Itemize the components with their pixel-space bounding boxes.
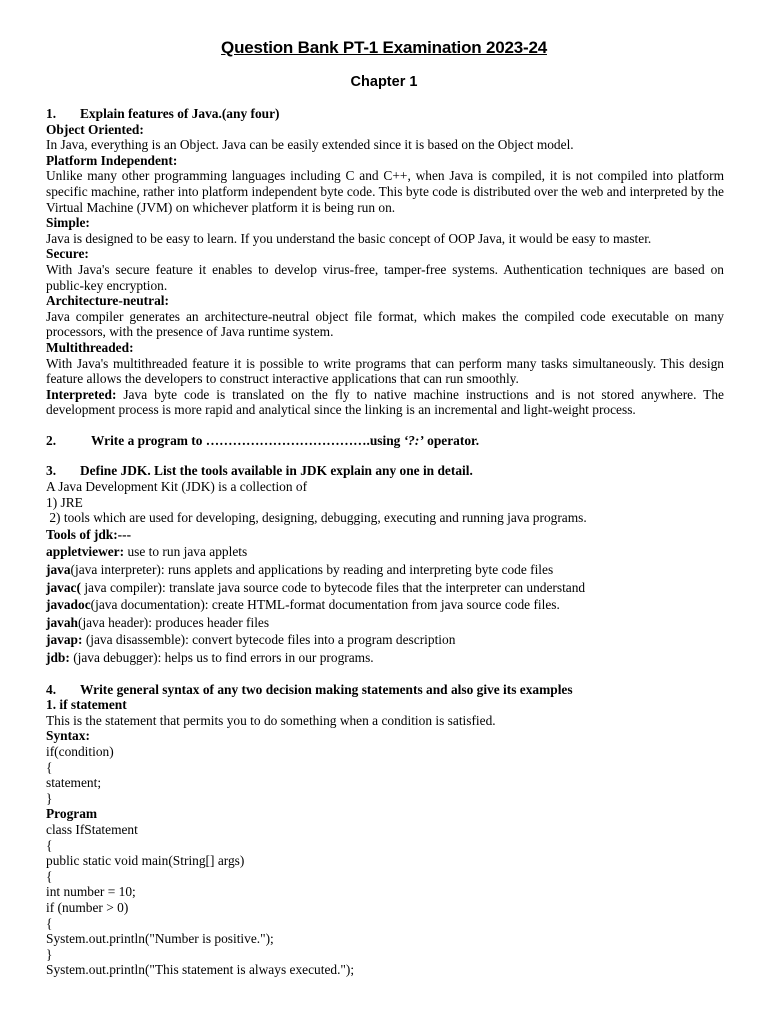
tool-name: java xyxy=(46,562,71,578)
document-title: Question Bank PT-1 Examination 2023-24 xyxy=(221,38,547,57)
feature-heading: Simple: xyxy=(46,215,90,231)
feature-heading: Object Oriented: xyxy=(46,121,144,137)
tool-item xyxy=(46,543,724,561)
tool-item xyxy=(46,649,724,667)
document-body xyxy=(46,106,724,978)
subsection-heading: 1. if statement xyxy=(46,697,127,713)
question-number: 3. xyxy=(46,463,57,479)
tool-desc: use to run java applets xyxy=(127,544,248,560)
tool-item xyxy=(46,614,724,632)
tool-name: javah xyxy=(46,614,78,630)
feature-heading: Platform Independent: xyxy=(46,152,178,168)
tool-desc: (java header): produces header files xyxy=(78,614,270,630)
question-text-start: Write a program to ……………………………….using xyxy=(91,432,401,448)
question-text xyxy=(91,433,479,449)
feature-body: Java is designed to be easy to learn. If you understand the basic concept of OOP Java, it would be easy to master. xyxy=(46,230,652,246)
feature-body: Java byte code is translated on the fly to native machine instructions and is not stored anywhere. The development process is more rapid and analytical since the linking is an incremental and light-weight process. xyxy=(46,386,724,418)
feature-body: In Java, everything is an Object. Java can be easily extended since it is based on the Object model. xyxy=(46,137,574,153)
question-2 xyxy=(46,433,724,449)
syntax-block xyxy=(46,744,724,806)
tool-desc: (java debugger): helps us to find errors in our programs. xyxy=(73,650,374,665)
code-line: System.out.println("This statement is always executed."); xyxy=(46,962,355,978)
code-line: public static void main(String[] args) xyxy=(46,853,245,869)
tool-name: javac( xyxy=(46,579,81,595)
feature-body: Unlike many other programming languages including C and C++, when Java is compiled, it is not compiled into platform specific machine, rather into platform independent byte code. This byte code is distributed over the web and interpreted by the Virtual Machine (JVM) on whichever platform it is being run on. xyxy=(46,168,724,215)
question-4 xyxy=(46,682,724,698)
tool-desc: (java documentation): create HTML-format documentation from java source code files. xyxy=(90,597,560,613)
code-line: { xyxy=(46,915,53,931)
code-line: if (number > 0) xyxy=(46,899,129,915)
question-number: 1. xyxy=(46,106,57,121)
code-line: } xyxy=(46,790,53,806)
code-line: int number = 10; xyxy=(46,884,136,900)
tool-item xyxy=(46,579,724,597)
tool-name: appletviewer: xyxy=(46,544,125,560)
question-1 xyxy=(46,106,724,122)
feature-heading: Multithreaded: xyxy=(46,339,134,355)
code-line: class IfStatement xyxy=(46,821,138,837)
syntax-heading: Syntax: xyxy=(46,728,90,744)
question-text: Write general syntax of any two decision making statements and also give its examples xyxy=(80,681,573,697)
question-text: Explain features of Java.(any four) xyxy=(80,106,280,121)
feature-heading: Interpreted: xyxy=(46,386,117,402)
question-text-end: operator. xyxy=(427,432,480,448)
question-number: 4. xyxy=(46,681,57,697)
jdk-item-1: 1) JRE xyxy=(46,494,83,510)
feature-body: With Java's multithreaded feature it is possible to write programs that can perform many tasks simultaneously. This design feature allows the developers to construct interactive applications that can run smoothly. xyxy=(46,355,724,387)
tool-item xyxy=(46,561,724,579)
question-number: 2. xyxy=(46,432,57,448)
tool-desc: (java disassemble): convert bytecode files into a program description xyxy=(85,632,456,648)
tools-heading: Tools of jdk:--- xyxy=(46,526,132,542)
tool-item xyxy=(46,596,724,614)
tool-name: javap: xyxy=(46,632,83,648)
tool-desc: (java interpreter): runs applets and applications by reading and interpreting byte code files xyxy=(70,562,554,578)
feature-interpreted xyxy=(46,387,724,418)
program-block xyxy=(46,822,724,978)
code-line: statement; xyxy=(46,775,102,791)
program-heading: Program xyxy=(46,806,98,822)
ternary-operator: ‘?:’ xyxy=(403,432,424,448)
tool-desc: java compiler): translate java source code to bytecode files that the interpreter can understand xyxy=(84,579,586,595)
code-line: if(condition) xyxy=(46,743,114,759)
jdk-item-2: 2) tools which are used for developing, designing, debugging, executing and running java programs. xyxy=(46,510,587,526)
feature-body: Java compiler generates an architecture-neutral object file format, which makes the compiled code executable on many processors, with the presence of Java runtime system. xyxy=(46,308,724,340)
question-text: Define JDK. List the tools available in JDK explain any one in detail. xyxy=(80,463,473,479)
code-line: { xyxy=(46,759,53,775)
question-3 xyxy=(46,463,724,479)
jdk-intro: A Java Development Kit (JDK) is a collection of xyxy=(46,479,308,495)
tool-name: javadoc xyxy=(46,597,91,613)
code-line: } xyxy=(46,946,53,962)
tool-name: jdb: xyxy=(46,650,70,665)
chapter-heading: Chapter 1 xyxy=(350,74,418,90)
feature-heading: Secure: xyxy=(46,246,89,262)
feature-heading: Architecture-neutral: xyxy=(46,293,169,309)
code-line: System.out.println("Number is positive."); xyxy=(46,931,274,947)
if-description: This is the statement that permits you to do something when a condition is satisfied. xyxy=(46,712,496,728)
code-line: { xyxy=(46,868,53,884)
tool-item xyxy=(46,631,724,649)
code-line: { xyxy=(46,837,53,853)
feature-body: With Java's secure feature it enables to develop virus-free, tamper-free systems. Authentication techniques are based on public-key encryption. xyxy=(46,261,724,293)
